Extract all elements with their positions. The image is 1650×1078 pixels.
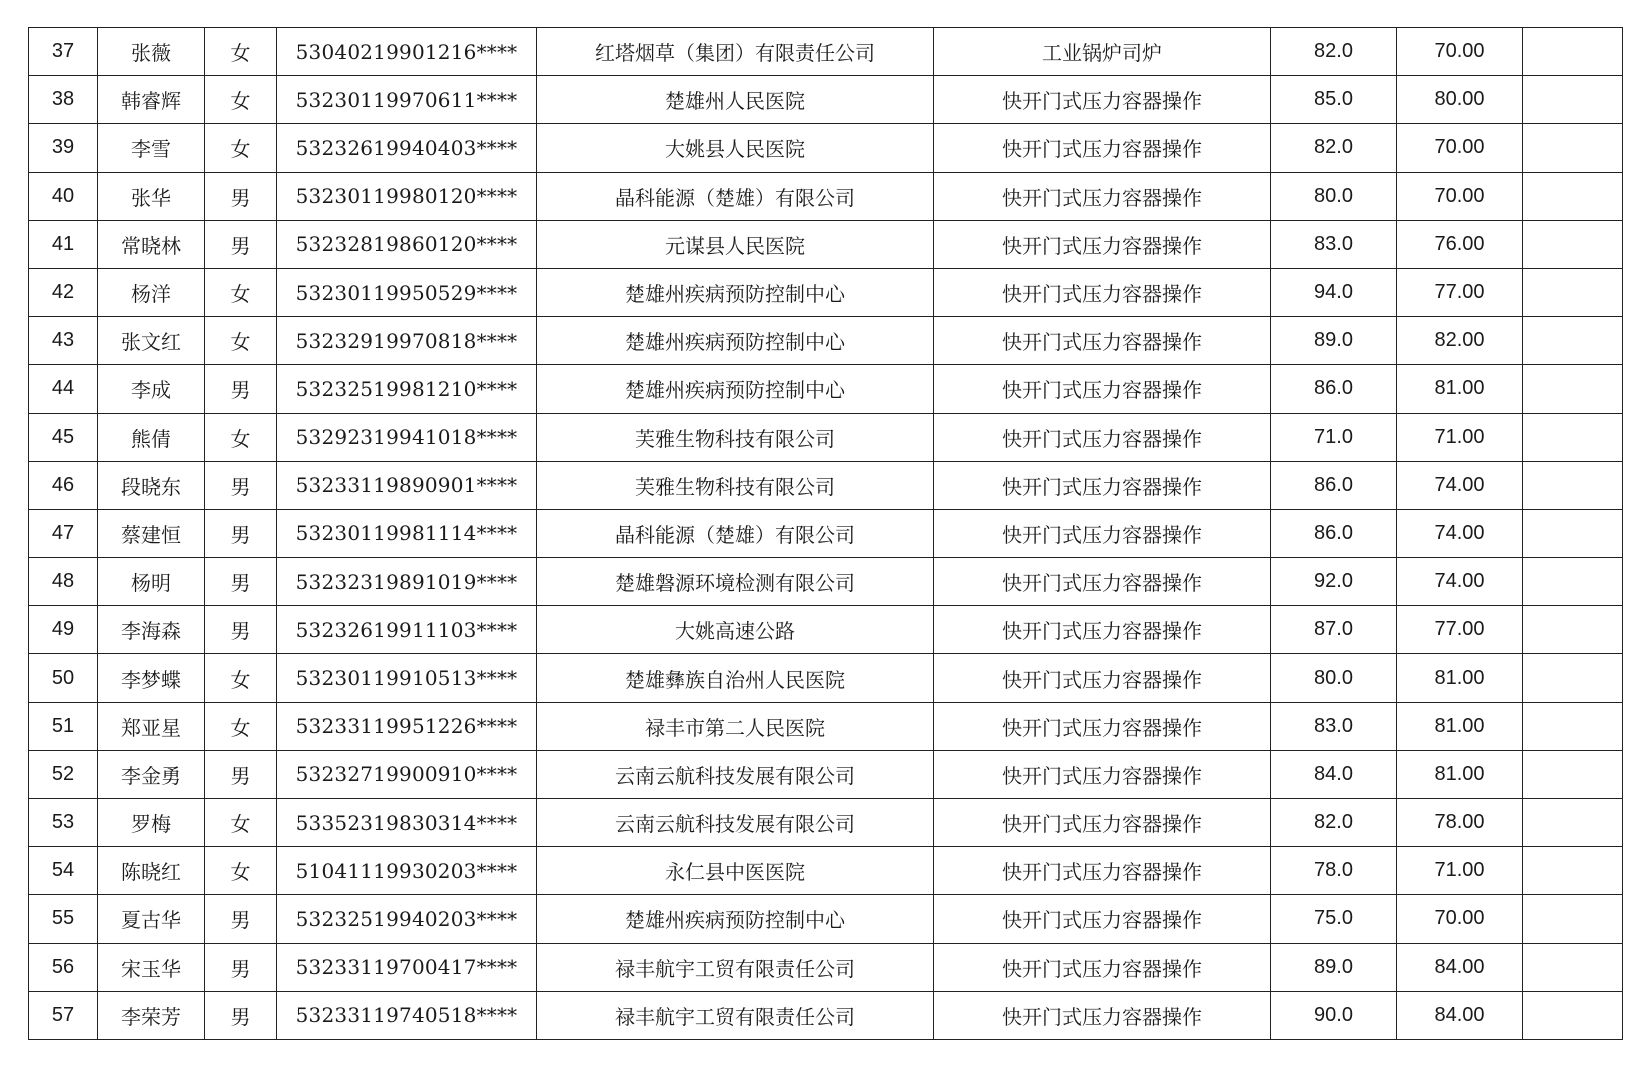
- remarks-cell: [1523, 895, 1623, 943]
- remarks-cell: [1523, 413, 1623, 461]
- id-number-cell: 53233119890901****: [277, 461, 537, 509]
- row-number-cell: 53: [29, 799, 98, 847]
- organization-cell: 楚雄州疾病预防控制中心: [537, 365, 934, 413]
- name-cell: 蔡建恒: [98, 509, 205, 557]
- remarks-cell: [1523, 654, 1623, 702]
- organization-cell: 晶科能源（楚雄）有限公司: [537, 172, 934, 220]
- row-number-cell: 55: [29, 895, 98, 943]
- row-number-cell: 54: [29, 847, 98, 895]
- exam-item-cell: 快开门式压力容器操作: [934, 943, 1271, 991]
- remarks-cell: [1523, 365, 1623, 413]
- theory-score-cell: 86.0: [1271, 509, 1397, 557]
- name-cell: 张文红: [98, 317, 205, 365]
- row-number-cell: 41: [29, 220, 98, 268]
- organization-cell: 楚雄州疾病预防控制中心: [537, 268, 934, 316]
- row-number-cell: 37: [29, 28, 98, 76]
- exam-results-table: [28, 27, 1623, 1040]
- row-number-cell: 51: [29, 702, 98, 750]
- exam-item-cell: 快开门式压力容器操作: [934, 847, 1271, 895]
- remarks-cell: [1523, 172, 1623, 220]
- gender-cell: 女: [205, 654, 277, 702]
- exam-item-cell: 快开门式压力容器操作: [934, 558, 1271, 606]
- gender-cell: 女: [205, 317, 277, 365]
- organization-cell: 大姚高速公路: [537, 606, 934, 654]
- remarks-cell: [1523, 317, 1623, 365]
- id-number-cell: 53230119950529****: [277, 268, 537, 316]
- exam-item-cell: 快开门式压力容器操作: [934, 172, 1271, 220]
- name-cell: 李梦蝶: [98, 654, 205, 702]
- id-number-cell: 53232619940403****: [277, 124, 537, 172]
- theory-score-cell: 87.0: [1271, 606, 1397, 654]
- remarks-cell: [1523, 220, 1623, 268]
- gender-cell: 男: [205, 750, 277, 798]
- document-page: [28, 27, 1622, 1040]
- row-number-cell: 48: [29, 558, 98, 606]
- theory-score-cell: 83.0: [1271, 702, 1397, 750]
- table-row: [29, 799, 1623, 847]
- gender-cell: 男: [205, 943, 277, 991]
- practical-score-cell: 76.00: [1397, 220, 1523, 268]
- id-number-cell: 53232319891019****: [277, 558, 537, 606]
- remarks-cell: [1523, 943, 1623, 991]
- gender-cell: 女: [205, 413, 277, 461]
- organization-cell: 禄丰市第二人民医院: [537, 702, 934, 750]
- table-row: [29, 28, 1623, 76]
- row-number-cell: 45: [29, 413, 98, 461]
- name-cell: 韩睿辉: [98, 76, 205, 124]
- exam-item-cell: 快开门式压力容器操作: [934, 317, 1271, 365]
- theory-score-cell: 86.0: [1271, 461, 1397, 509]
- name-cell: 李海森: [98, 606, 205, 654]
- practical-score-cell: 84.00: [1397, 943, 1523, 991]
- row-number-cell: 43: [29, 317, 98, 365]
- practical-score-cell: 74.00: [1397, 558, 1523, 606]
- practical-score-cell: 77.00: [1397, 606, 1523, 654]
- exam-item-cell: 快开门式压力容器操作: [934, 654, 1271, 702]
- id-number-cell: 53232519981210****: [277, 365, 537, 413]
- row-number-cell: 49: [29, 606, 98, 654]
- organization-cell: 楚雄磐源环境检测有限公司: [537, 558, 934, 606]
- theory-score-cell: 92.0: [1271, 558, 1397, 606]
- theory-score-cell: 84.0: [1271, 750, 1397, 798]
- name-cell: 段晓东: [98, 461, 205, 509]
- theory-score-cell: 82.0: [1271, 799, 1397, 847]
- remarks-cell: [1523, 28, 1623, 76]
- gender-cell: 男: [205, 991, 277, 1039]
- row-number-cell: 46: [29, 461, 98, 509]
- name-cell: 夏古华: [98, 895, 205, 943]
- exam-item-cell: 快开门式压力容器操作: [934, 702, 1271, 750]
- name-cell: 常晓林: [98, 220, 205, 268]
- table-row: [29, 461, 1623, 509]
- gender-cell: 男: [205, 606, 277, 654]
- table-row: [29, 509, 1623, 557]
- remarks-cell: [1523, 702, 1623, 750]
- remarks-cell: [1523, 799, 1623, 847]
- organization-cell: 芙雅生物科技有限公司: [537, 413, 934, 461]
- table-row: [29, 847, 1623, 895]
- gender-cell: 女: [205, 702, 277, 750]
- gender-cell: 女: [205, 268, 277, 316]
- id-number-cell: 53232819860120****: [277, 220, 537, 268]
- gender-cell: 男: [205, 461, 277, 509]
- theory-score-cell: 80.0: [1271, 654, 1397, 702]
- id-number-cell: 53292319941018****: [277, 413, 537, 461]
- id-number-cell: 53230119980120****: [277, 172, 537, 220]
- exam-item-cell: 快开门式压力容器操作: [934, 413, 1271, 461]
- name-cell: 李金勇: [98, 750, 205, 798]
- exam-item-cell: 快开门式压力容器操作: [934, 461, 1271, 509]
- practical-score-cell: 81.00: [1397, 702, 1523, 750]
- table-row: [29, 943, 1623, 991]
- row-number-cell: 39: [29, 124, 98, 172]
- exam-item-cell: 工业锅炉司炉: [934, 28, 1271, 76]
- gender-cell: 男: [205, 509, 277, 557]
- table-row: [29, 654, 1623, 702]
- name-cell: 宋玉华: [98, 943, 205, 991]
- organization-cell: 芙雅生物科技有限公司: [537, 461, 934, 509]
- theory-score-cell: 86.0: [1271, 365, 1397, 413]
- gender-cell: 女: [205, 76, 277, 124]
- table-row: [29, 268, 1623, 316]
- organization-cell: 楚雄彝族自治州人民医院: [537, 654, 934, 702]
- practical-score-cell: 81.00: [1397, 750, 1523, 798]
- table-row: [29, 365, 1623, 413]
- table-row: [29, 895, 1623, 943]
- remarks-cell: [1523, 509, 1623, 557]
- theory-score-cell: 71.0: [1271, 413, 1397, 461]
- name-cell: 熊倩: [98, 413, 205, 461]
- exam-item-cell: 快开门式压力容器操作: [934, 895, 1271, 943]
- practical-score-cell: 70.00: [1397, 28, 1523, 76]
- table-row: [29, 702, 1623, 750]
- exam-item-cell: 快开门式压力容器操作: [934, 268, 1271, 316]
- organization-cell: 禄丰航宇工贸有限责任公司: [537, 943, 934, 991]
- id-number-cell: 53230119981114****: [277, 509, 537, 557]
- row-number-cell: 40: [29, 172, 98, 220]
- table-body: [29, 28, 1623, 1040]
- remarks-cell: [1523, 268, 1623, 316]
- theory-score-cell: 80.0: [1271, 172, 1397, 220]
- practical-score-cell: 78.00: [1397, 799, 1523, 847]
- remarks-cell: [1523, 606, 1623, 654]
- row-number-cell: 50: [29, 654, 98, 702]
- id-number-cell: 51041119930203****: [277, 847, 537, 895]
- row-number-cell: 56: [29, 943, 98, 991]
- organization-cell: 大姚县人民医院: [537, 124, 934, 172]
- theory-score-cell: 89.0: [1271, 317, 1397, 365]
- theory-score-cell: 83.0: [1271, 220, 1397, 268]
- organization-cell: 元谋县人民医院: [537, 220, 934, 268]
- theory-score-cell: 90.0: [1271, 991, 1397, 1039]
- id-number-cell: 53230119970611****: [277, 76, 537, 124]
- theory-score-cell: 82.0: [1271, 28, 1397, 76]
- theory-score-cell: 75.0: [1271, 895, 1397, 943]
- table-row: [29, 76, 1623, 124]
- gender-cell: 女: [205, 28, 277, 76]
- practical-score-cell: 71.00: [1397, 847, 1523, 895]
- remarks-cell: [1523, 76, 1623, 124]
- name-cell: 罗梅: [98, 799, 205, 847]
- name-cell: 张华: [98, 172, 205, 220]
- exam-item-cell: 快开门式压力容器操作: [934, 509, 1271, 557]
- row-number-cell: 38: [29, 76, 98, 124]
- id-number-cell: 53232619911103****: [277, 606, 537, 654]
- id-number-cell: 53040219901216****: [277, 28, 537, 76]
- id-number-cell: 53232519940203****: [277, 895, 537, 943]
- theory-score-cell: 78.0: [1271, 847, 1397, 895]
- remarks-cell: [1523, 461, 1623, 509]
- table-row: [29, 220, 1623, 268]
- id-number-cell: 53230119910513****: [277, 654, 537, 702]
- name-cell: 杨洋: [98, 268, 205, 316]
- practical-score-cell: 77.00: [1397, 268, 1523, 316]
- id-number-cell: 53352319830314****: [277, 799, 537, 847]
- practical-score-cell: 84.00: [1397, 991, 1523, 1039]
- row-number-cell: 52: [29, 750, 98, 798]
- theory-score-cell: 89.0: [1271, 943, 1397, 991]
- name-cell: 李成: [98, 365, 205, 413]
- gender-cell: 女: [205, 124, 277, 172]
- practical-score-cell: 80.00: [1397, 76, 1523, 124]
- gender-cell: 女: [205, 847, 277, 895]
- organization-cell: 晶科能源（楚雄）有限公司: [537, 509, 934, 557]
- practical-score-cell: 70.00: [1397, 172, 1523, 220]
- remarks-cell: [1523, 991, 1623, 1039]
- practical-score-cell: 74.00: [1397, 509, 1523, 557]
- theory-score-cell: 94.0: [1271, 268, 1397, 316]
- organization-cell: 楚雄州疾病预防控制中心: [537, 895, 934, 943]
- id-number-cell: 53233119740518****: [277, 991, 537, 1039]
- gender-cell: 男: [205, 365, 277, 413]
- table-row: [29, 991, 1623, 1039]
- row-number-cell: 57: [29, 991, 98, 1039]
- organization-cell: 红塔烟草（集团）有限责任公司: [537, 28, 934, 76]
- exam-item-cell: 快开门式压力容器操作: [934, 365, 1271, 413]
- remarks-cell: [1523, 124, 1623, 172]
- gender-cell: 男: [205, 220, 277, 268]
- practical-score-cell: 71.00: [1397, 413, 1523, 461]
- remarks-cell: [1523, 750, 1623, 798]
- row-number-cell: 47: [29, 509, 98, 557]
- exam-item-cell: 快开门式压力容器操作: [934, 799, 1271, 847]
- gender-cell: 女: [205, 799, 277, 847]
- remarks-cell: [1523, 847, 1623, 895]
- exam-item-cell: 快开门式压力容器操作: [934, 76, 1271, 124]
- organization-cell: 云南云航科技发展有限公司: [537, 799, 934, 847]
- exam-item-cell: 快开门式压力容器操作: [934, 124, 1271, 172]
- exam-item-cell: 快开门式压力容器操作: [934, 220, 1271, 268]
- exam-item-cell: 快开门式压力容器操作: [934, 606, 1271, 654]
- practical-score-cell: 74.00: [1397, 461, 1523, 509]
- practical-score-cell: 70.00: [1397, 895, 1523, 943]
- theory-score-cell: 82.0: [1271, 124, 1397, 172]
- practical-score-cell: 82.00: [1397, 317, 1523, 365]
- remarks-cell: [1523, 558, 1623, 606]
- name-cell: 陈晓红: [98, 847, 205, 895]
- table-row: [29, 124, 1623, 172]
- name-cell: 杨明: [98, 558, 205, 606]
- practical-score-cell: 70.00: [1397, 124, 1523, 172]
- name-cell: 郑亚星: [98, 702, 205, 750]
- name-cell: 李雪: [98, 124, 205, 172]
- theory-score-cell: 85.0: [1271, 76, 1397, 124]
- id-number-cell: 53233119700417****: [277, 943, 537, 991]
- organization-cell: 永仁县中医医院: [537, 847, 934, 895]
- id-number-cell: 53232919970818****: [277, 317, 537, 365]
- gender-cell: 男: [205, 895, 277, 943]
- gender-cell: 男: [205, 558, 277, 606]
- table-row: [29, 413, 1623, 461]
- organization-cell: 楚雄州疾病预防控制中心: [537, 317, 934, 365]
- table-row: [29, 606, 1623, 654]
- organization-cell: 楚雄州人民医院: [537, 76, 934, 124]
- row-number-cell: 42: [29, 268, 98, 316]
- organization-cell: 禄丰航宇工贸有限责任公司: [537, 991, 934, 1039]
- table-row: [29, 317, 1623, 365]
- exam-item-cell: 快开门式压力容器操作: [934, 991, 1271, 1039]
- id-number-cell: 53233119951226****: [277, 702, 537, 750]
- table-row: [29, 172, 1623, 220]
- row-number-cell: 44: [29, 365, 98, 413]
- exam-item-cell: 快开门式压力容器操作: [934, 750, 1271, 798]
- gender-cell: 男: [205, 172, 277, 220]
- organization-cell: 云南云航科技发展有限公司: [537, 750, 934, 798]
- practical-score-cell: 81.00: [1397, 365, 1523, 413]
- name-cell: 张薇: [98, 28, 205, 76]
- name-cell: 李荣芳: [98, 991, 205, 1039]
- practical-score-cell: 81.00: [1397, 654, 1523, 702]
- table-row: [29, 750, 1623, 798]
- table-row: [29, 558, 1623, 606]
- id-number-cell: 53232719900910****: [277, 750, 537, 798]
